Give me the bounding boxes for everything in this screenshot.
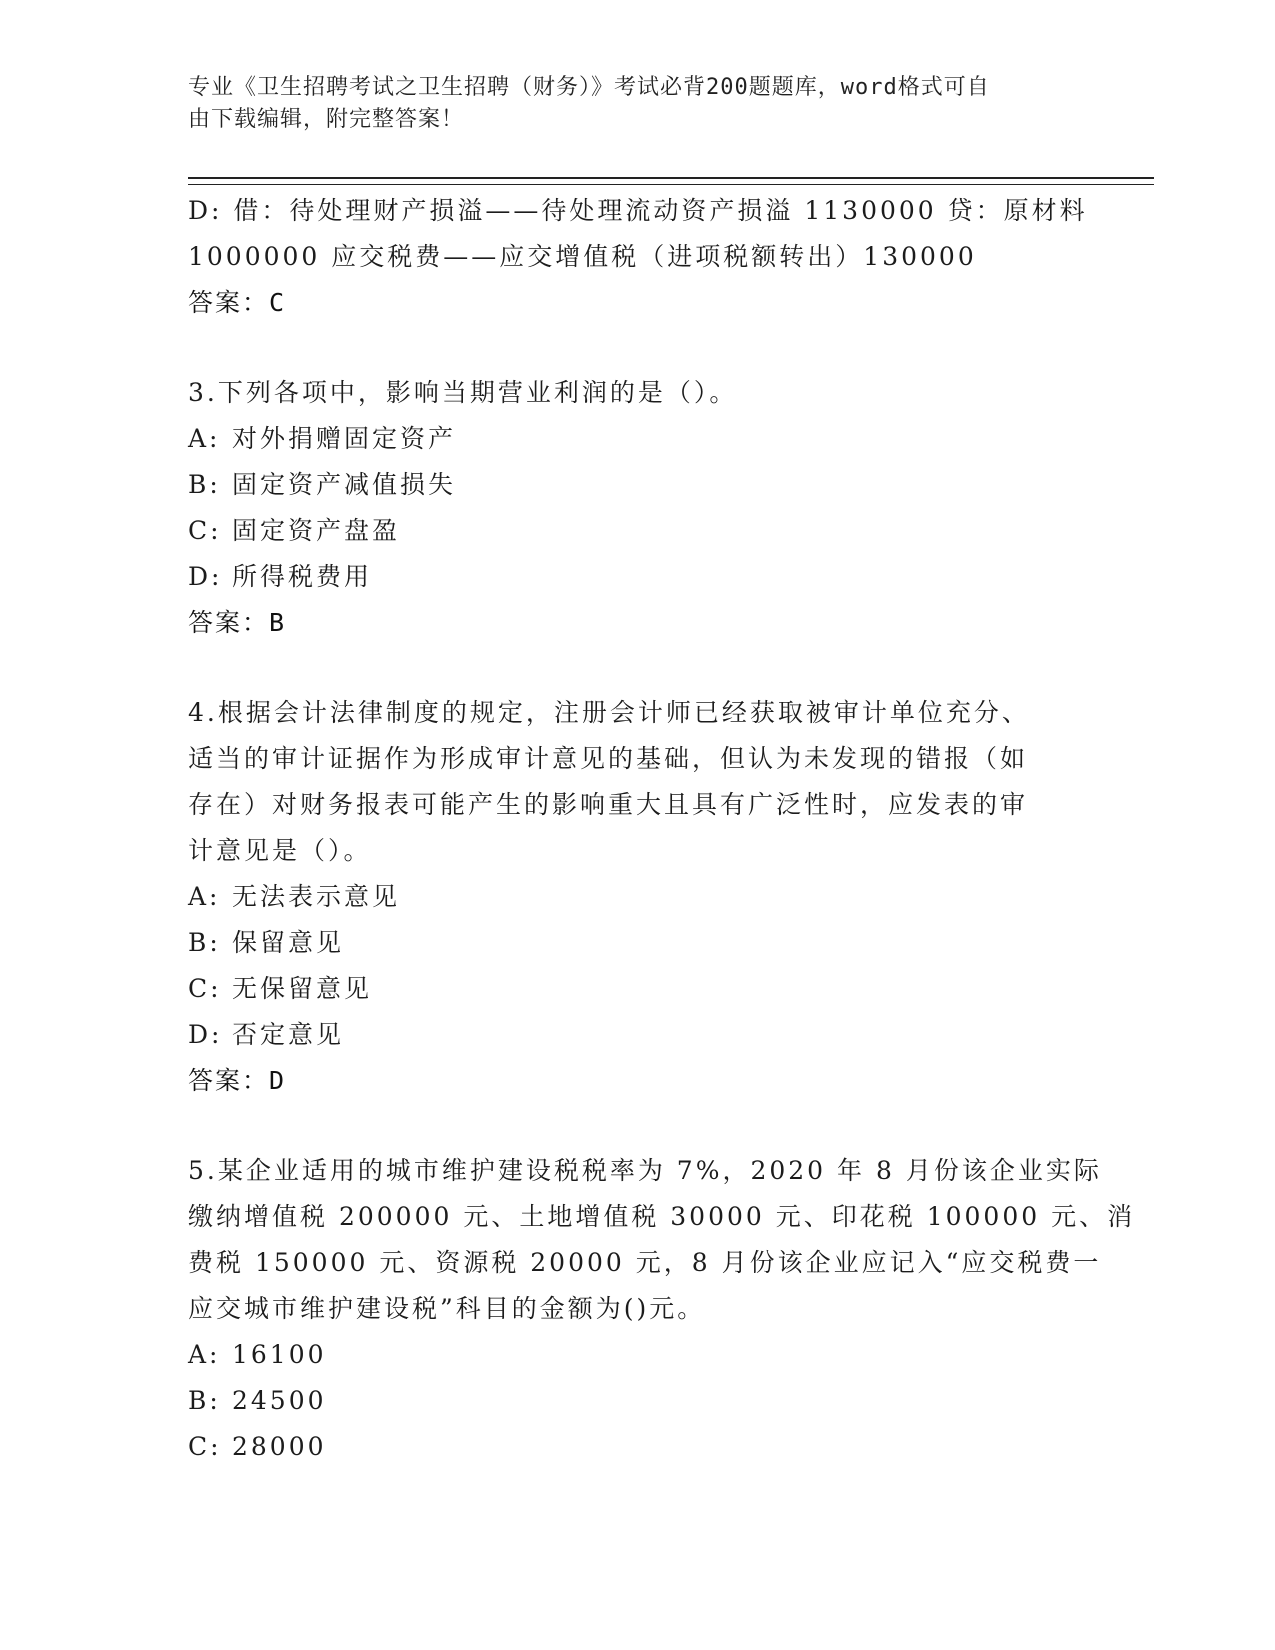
q3-stem: 3.下列各项中，影响当期营业利润的是（）。 [188,378,738,407]
q5-stem-line-4: 应交城市维护建设税”科目的金额为()元。 [188,1294,706,1323]
q3-option-a [188,416,1088,462]
option-label: A: [188,1340,221,1369]
question-content [188,188,1136,1470]
q4-stem-line-1: 4.根据会计法律制度的规定，注册会计师已经获取被审计单位充分、 [188,698,1030,727]
option-label: D: [188,562,223,591]
q4-option-d [188,1012,1088,1058]
q4-answer: 答案：D [188,1066,287,1095]
q3-option-b [188,462,1088,508]
q3-answer: 答案：B [188,608,287,637]
question-5 [188,1148,1136,1470]
q4-option-a [188,874,1088,920]
option-label: D: [188,1020,223,1049]
option-label: C: [188,516,222,545]
q5-stem-line-3: 费税 150000 元、资源税 20000 元，8 月份该企业应记入“应交税费一 [188,1248,1102,1277]
question-3 [188,370,1088,646]
option-text: 无法表示意见 [232,882,401,911]
document-header [188,72,1068,136]
option-label: C: [188,1432,222,1461]
q5-option-c [188,1424,1088,1470]
header-line-1: 专业《卫生招聘考试之卫生招聘（财务）》考试必背200题题库，word格式可自 [188,75,990,100]
q4-option-b [188,920,1088,966]
option-text: 对外捐赠固定资产 [232,424,457,453]
option-text: 保留意见 [232,928,345,957]
spacer [188,1104,1088,1148]
option-label: B: [188,1386,221,1415]
q5-stem-line-2: 缴纳增值税 200000 元、土地增值税 30000 元、印花税 100000 元、消 [188,1202,1136,1231]
option-label: C: [188,974,222,1003]
q4-stem-line-4: 计意见是（）。 [188,836,372,865]
option-label: A: [188,882,221,911]
q3-option-c [188,508,1088,554]
q4-stem-line-2: 适当的审计证据作为形成审计意见的基础，但认为未发现的错报（如 [188,744,1029,773]
spacer [188,326,1088,370]
option-text: 28000 [232,1432,327,1461]
option-text: 无保留意见 [232,974,373,1003]
q5-stem-line-1: 5.某企业适用的城市维护建设税税率为 7%，2020 年 8 月份该企业实际 [188,1156,1102,1185]
spacer [188,646,1088,690]
header-divider-thick [188,177,1154,179]
q2-option-d-line-2: 1000000 应交税费——应交增值税（进项税额转出）130000 [188,242,977,271]
q3-option-d [188,554,1088,600]
q2-answer: 答案：C [188,288,287,317]
q2-option-d-line-1: D: 借：待处理财产损溢——待处理流动资产损溢 1130000 贷：原材料 [188,196,1088,225]
option-text: 16100 [232,1340,327,1369]
option-label: B: [188,470,221,499]
question-2-tail [188,188,1088,326]
q5-option-b [188,1378,1088,1424]
header-divider-thin [188,184,1154,185]
option-text: 24500 [232,1386,327,1415]
option-text: 固定资产减值损失 [232,470,457,499]
q5-option-a [188,1332,1088,1378]
option-label: A: [188,424,221,453]
q4-stem-line-3: 存在）对财务报表可能产生的影响重大且具有广泛性时，应发表的审 [188,790,1029,819]
option-text: 固定资产盘盈 [232,516,401,545]
question-4 [188,690,1088,1104]
option-label: B: [188,928,221,957]
header-line-2: 由下载编辑，附完整答案！ [188,107,465,132]
option-text: 否定意见 [232,1020,345,1049]
option-text: 所得税费用 [232,562,373,591]
q4-option-c [188,966,1088,1012]
